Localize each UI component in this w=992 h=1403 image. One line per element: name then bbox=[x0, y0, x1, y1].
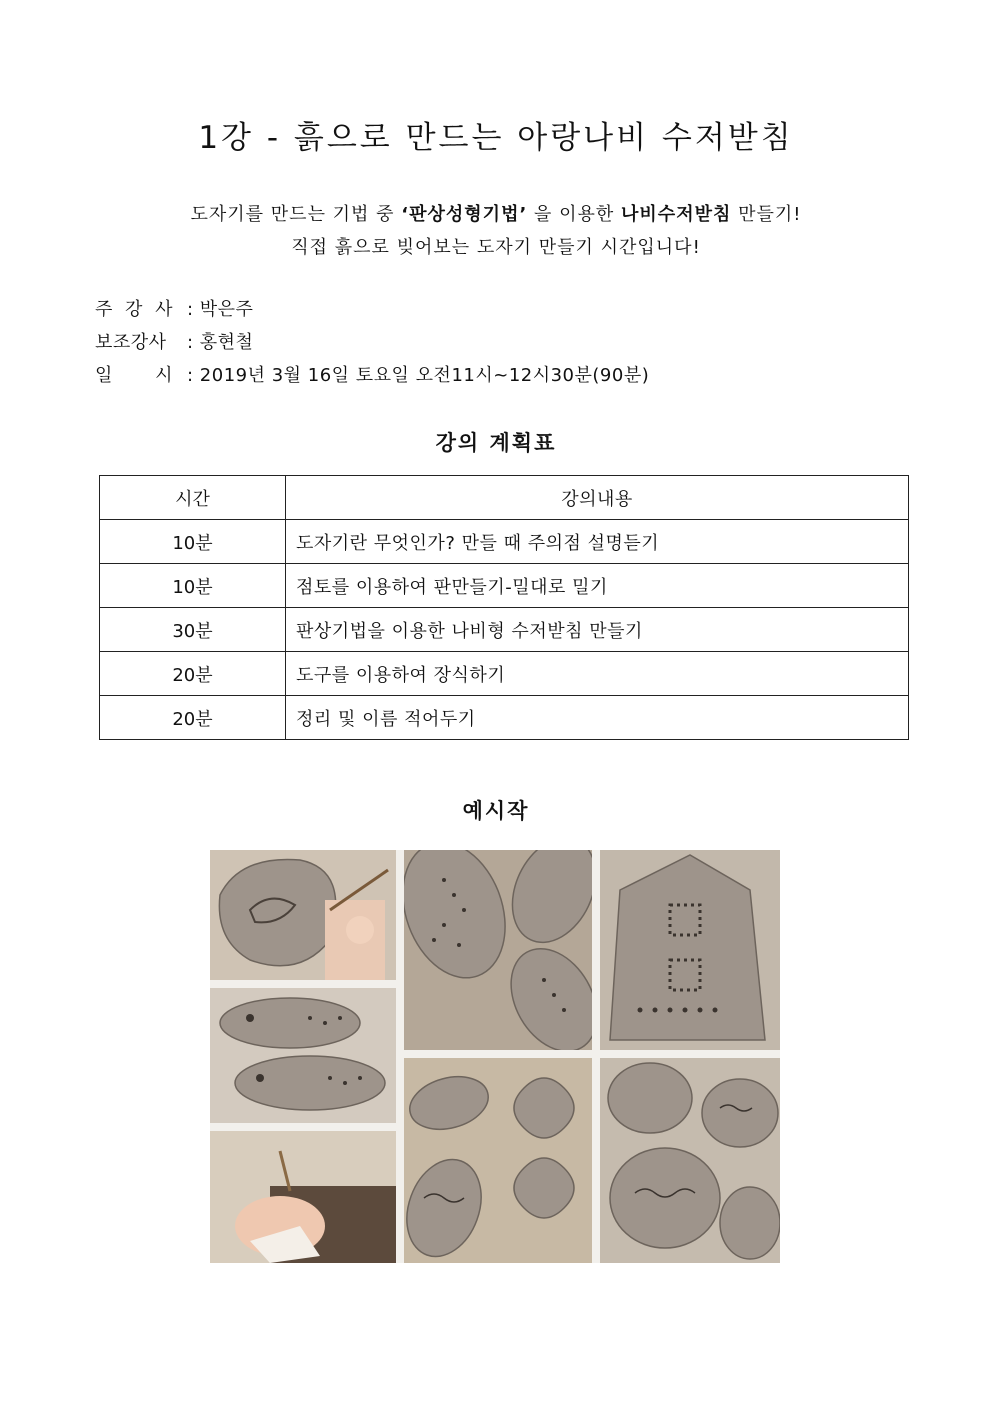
photo-painting-clay bbox=[210, 850, 396, 980]
main-instructor-value: : 박은주 bbox=[187, 299, 254, 320]
row-content: 점토를 이용하여 판만들기-밀대로 밀기 bbox=[286, 564, 909, 608]
table-header-row bbox=[100, 476, 909, 520]
assistant-row bbox=[95, 326, 649, 359]
examples-heading: 예시작 bbox=[462, 799, 530, 823]
row-time: 30분 bbox=[100, 608, 286, 652]
main-instructor-label: 주 강 사 bbox=[95, 299, 173, 320]
intro-text bbox=[0, 198, 992, 264]
intro-text-part: 을 이용한 bbox=[527, 204, 622, 225]
plan-heading: 강의 계획표 bbox=[435, 431, 557, 455]
datetime-row bbox=[95, 359, 649, 392]
row-time: 20분 bbox=[100, 696, 286, 740]
page-title: 1강 - 흙으로 만드는 아랑나비 수저받침 bbox=[198, 120, 794, 156]
row-content: 판상기법을 이용한 나비형 수저받침 만들기 bbox=[286, 608, 909, 652]
table-row bbox=[100, 652, 909, 696]
table-row bbox=[100, 608, 909, 652]
datetime-label: 일 시 bbox=[95, 365, 173, 386]
row-time: 20분 bbox=[100, 652, 286, 696]
intro-text-part: 만들기! bbox=[731, 204, 802, 225]
table-row bbox=[100, 520, 909, 564]
photo-house-plate bbox=[600, 850, 780, 1050]
table-row bbox=[100, 564, 909, 608]
datetime-value: : 2019년 3월 16일 토요일 오전11시~12시30분(90분) bbox=[187, 365, 650, 386]
technique-name: ‘판상성형기법’ bbox=[401, 204, 528, 225]
assistant-label: 보조강사 bbox=[95, 332, 167, 353]
header-content: 강의내용 bbox=[286, 476, 909, 520]
photo-mixed-pieces bbox=[404, 1058, 592, 1263]
row-content: 도구를 이용하여 장식하기 bbox=[286, 652, 909, 696]
row-content: 도자기란 무엇인가? 만들 때 주의점 설명듣기 bbox=[286, 520, 909, 564]
intro-line-2: 직접 흙으로 빚어보는 도자기 만들기 시간입니다! bbox=[291, 237, 701, 258]
row-time: 10분 bbox=[100, 564, 286, 608]
main-instructor-row bbox=[95, 293, 649, 326]
photo-hand-tool bbox=[210, 1131, 396, 1263]
row-time: 10분 bbox=[100, 520, 286, 564]
class-info bbox=[95, 293, 649, 392]
intro-line-1 bbox=[0, 198, 992, 231]
header-time: 시간 bbox=[100, 476, 286, 520]
photo-balloon-plates bbox=[600, 1058, 780, 1263]
example-photo-collage bbox=[210, 850, 780, 1263]
product-name: 나비수저받침 bbox=[621, 204, 732, 225]
lesson-plan-table bbox=[99, 475, 909, 740]
table-row bbox=[100, 696, 909, 740]
row-content: 정리 및 이름 적어두기 bbox=[286, 696, 909, 740]
photo-dotted-leaves bbox=[404, 850, 592, 1050]
assistant-value: : 홍현철 bbox=[187, 332, 254, 353]
intro-text-part: 도자기를 만드는 기법 중 bbox=[190, 204, 402, 225]
photo-fish-plates bbox=[210, 988, 396, 1123]
